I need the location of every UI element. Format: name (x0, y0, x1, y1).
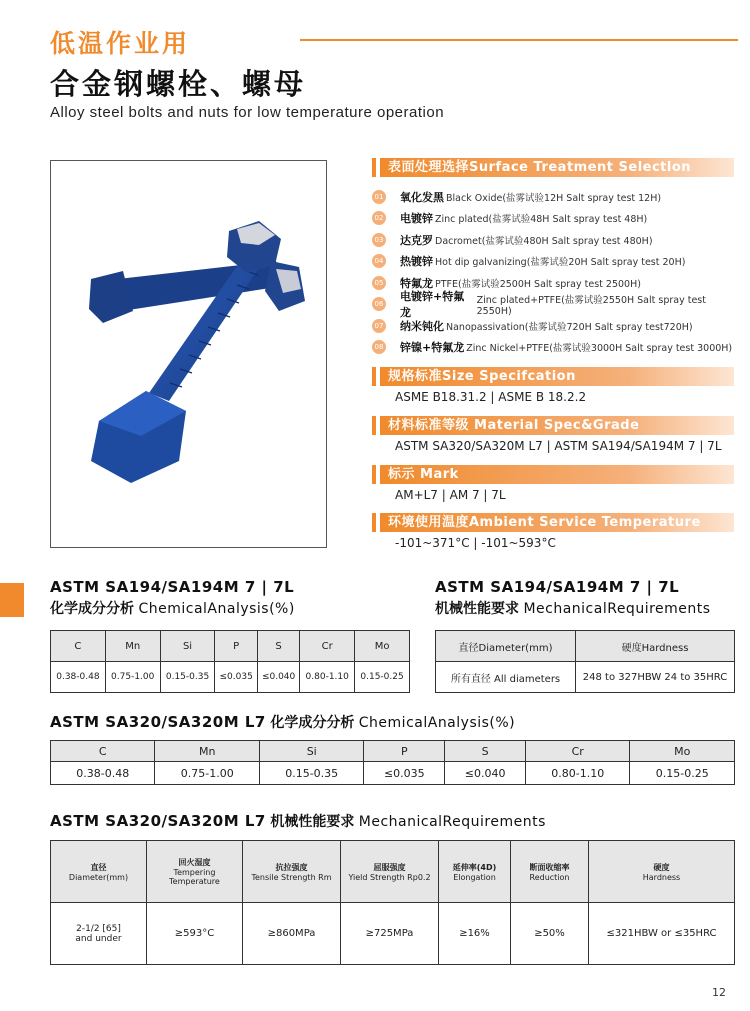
sa194-chem-heading: ASTM SA194/SA194M 7 | 7L 化学成分分析 ChemicalAnalysis(%) (50, 578, 295, 617)
sa320-chem-table: C Mn Si P S Cr Mo 0.38-0.48 0.75-1.00 0.15-0.35 ≤0.035 ≤0.040 0.80-1.10 0.15-0.25 (50, 740, 735, 785)
title-chinese-primary: 低温作业用 (50, 29, 191, 58)
ambient-heading: 环境使用温度Ambient Service Temperature (372, 513, 734, 532)
list-item: 08 锌镍+特氟龙 Zinc Nickel+PTFE(盐雾试验3000H Salt spray test 3000H) (372, 337, 742, 359)
size-spec-value: ASME B18.31.2 | ASME B 18.2.2 (395, 390, 587, 404)
material-value: ASTM SA320/SA320M L7 | ASTM SA194/SA194M 7 | 7L (395, 439, 722, 453)
sa194-mech-heading: ASTM SA194/SA194M 7 | 7L 机械性能要求 MechanicalRequirements (435, 578, 711, 617)
title-english: Alloy steel bolts and nuts for low temperature operation (50, 104, 445, 121)
surface-treatment-list (372, 186, 742, 358)
table-row: 0.38-0.48 0.75-1.00 0.15-0.35 ≤0.035 ≤0.040 0.80-1.10 0.15-0.25 (51, 662, 410, 693)
sa194-mech-table: 直径Diameter(mm) 硬度Hardness 所有直径 All diameters 248 to 327HBW 24 to 35HRC (435, 630, 735, 693)
page-number: 12 (712, 986, 726, 999)
table-row: 2-1/2 [65] and under ≥593°C ≥860MPa ≥725MPa ≥16% ≥50% ≤321HBW or ≤35HRC (51, 903, 735, 965)
sa320-mech-table: 直径 Diameter(mm) 回火湿度 Tempering Temperature 抗拉强度 Tensile Strength Rm 屈服强度 Yield Strength Rp0.2 延伸率(4D) Elongation 断面收缩率 Reduction 硬度 Hardness 2-1/2 [65] and under ≥593°C ≥860MPa ≥725MPa ≥16% ≥50% ≤321HBW or ≤35HRC (50, 840, 735, 965)
list-item: 03 达克罗 Dacromet(盐雾试验480H Salt spray test 480H) (372, 229, 742, 251)
mark-heading: 标示 Mark (372, 465, 734, 484)
header-divider (300, 39, 738, 41)
sa320-chem-heading: ASTM SA320/SA320M L7 化学成分分析 ChemicalAnalysis(%) (50, 713, 516, 731)
material-heading: 材料标准等级 Material Spec&Grade (372, 416, 734, 435)
table-row: 所有直径 All diameters 248 to 327HBW 24 to 35HRC (436, 662, 735, 693)
sa320-mech-heading: ASTM SA320/SA320M L7 机械性能要求 MechanicalRequirements (50, 812, 546, 830)
product-photo (50, 160, 327, 548)
list-item: 01 氧化发黑 Black Oxide(盐雾试验12H Salt spray test 12H) (372, 186, 742, 208)
bolt-nut-illustration (51, 161, 326, 547)
left-accent-bar (0, 583, 24, 617)
surface-treatment-heading: 表面处理选择Surface Treatment Selectlon (372, 158, 734, 177)
list-item: 07 纳米钝化 Nanopassivation(盐雾试验720H Salt spray test720H) (372, 315, 742, 337)
list-item: 06 电镀锌+特氟龙 Zinc plated+PTFE(盐雾试验2550H Salt spray test 2550H) (372, 294, 742, 316)
sa194-chem-table: C Mn Si P S Cr Mo 0.38-0.48 0.75-1.00 0.15-0.35 ≤0.035 ≤0.040 0.80-1.10 0.15-0.25 (50, 630, 410, 693)
title-chinese-secondary: 合金钢螺栓、螺母 (50, 67, 307, 101)
table-row: 0.38-0.48 0.75-1.00 0.15-0.35 ≤0.035 ≤0.040 0.80-1.10 0.15-0.25 (51, 762, 735, 785)
ambient-value: -101~371°C | -101~593°C (395, 536, 556, 550)
mark-value: AM+L7 | AM 7 | 7L (395, 488, 506, 502)
list-item: 05 特氟龙 PTFE(盐雾试验2500H Salt spray test 2500H) (372, 272, 742, 294)
size-spec-heading: 规格标准Size Specifcation (372, 367, 734, 386)
list-item: 02 电镀锌 Zinc plated(盐雾试验48H Salt spray test 48H) (372, 208, 742, 230)
list-item: 04 热镀锌 Hot dip galvanizing(盐雾试验20H Salt spray test 20H) (372, 251, 742, 273)
